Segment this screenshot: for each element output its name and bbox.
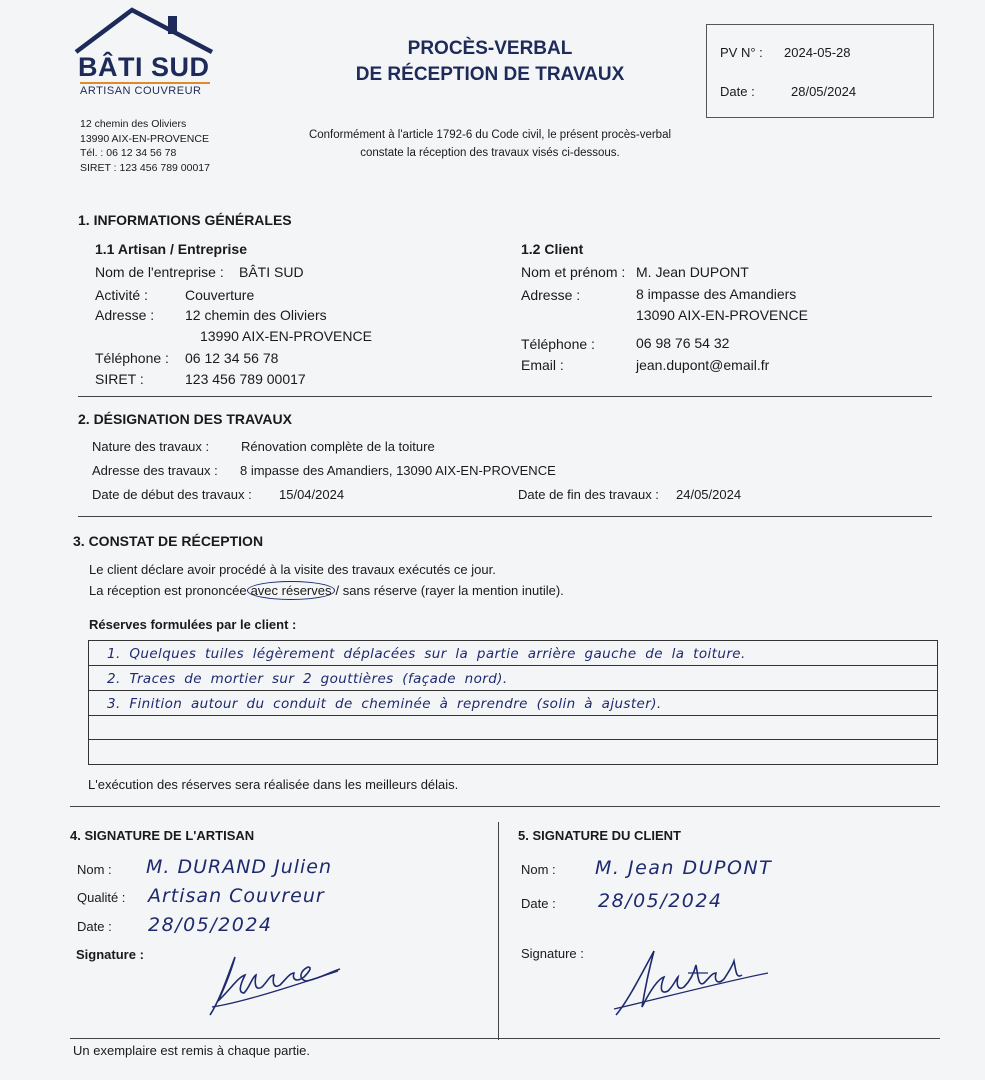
artisan-address-label: Adresse : [95, 307, 155, 323]
logo-divider [80, 82, 210, 84]
reserve-text: 2. Traces de mortier sur 2 gouttières (façade nord). [107, 671, 508, 687]
intro-line1: Conformément à l'article 1792-6 du Code civil, le présent procès-verbal [308, 129, 672, 141]
artisan-activity-value: Couverture [185, 287, 255, 303]
section2-divider [78, 516, 932, 517]
pv-number-label: PV N° : [720, 45, 763, 60]
pv-number-box [706, 24, 934, 118]
reserves-footer: L'exécution des réserves sera réalisée dans les meilleurs délais. [88, 777, 459, 792]
reserve-text: 1. Quelques tuiles légèrement déplacées sur la partie arrière gauche de la toiture. [107, 646, 746, 662]
section1-title: 1. INFORMATIONS GÉNÉRALES [78, 212, 292, 228]
company-siret: SIRET : 123 456 789 00017 [80, 162, 210, 174]
client-address-line2: 13090 AIX-EN-PROVENCE [636, 307, 808, 323]
artisan-name-label: Nom de l'entreprise : [95, 264, 224, 280]
pv-date-label: Date : [720, 84, 755, 99]
artisan-date-value: 28/05/2024 [148, 914, 273, 936]
section1-divider [78, 396, 932, 397]
section5-title: 5. SIGNATURE DU CLIENT [518, 828, 681, 843]
reserve-text: 3. Finition autour du conduit de cheminée à reprendre (solin à ajuster). [107, 696, 662, 712]
artisan-siret-value: 123 456 789 00017 [185, 371, 306, 387]
client-email-value: jean.dupont@email.fr [636, 357, 770, 373]
reception-circled-option: avec réserves [247, 581, 336, 600]
client-name-label: Nom et prénom : [521, 264, 626, 280]
client-phone-label: Téléphone : [521, 336, 595, 352]
client-email-label: Email : [521, 357, 564, 373]
company-address-line2: 13990 AIX-EN-PROVENCE [80, 133, 209, 145]
pv-date-value: 28/05/2024 [791, 84, 857, 99]
pv-number-value: 2024-05-28 [784, 45, 851, 60]
artisan-name-value: BÂTI SUD [239, 264, 304, 280]
artisan-activity-label: Activité : [95, 287, 148, 303]
company-tagline: ARTISAN COUVREUR [80, 85, 202, 97]
section4-title: 4. SIGNATURE DE L'ARTISAN [70, 828, 255, 843]
house-roof-logo-icon [72, 6, 217, 58]
works-nature-label: Nature des travaux : [92, 439, 210, 454]
artisan-phone-value: 06 12 34 56 78 [185, 350, 279, 366]
artisan-quality-label: Qualité : [77, 890, 126, 905]
section2-title: 2. DÉSIGNATION DES TRAVAUX [78, 411, 292, 427]
client-address-line1: 8 impasse des Amandiers [636, 286, 797, 302]
client-sign-date-label: Date : [521, 896, 556, 911]
artisan-address-line1: 12 chemin des Oliviers [185, 307, 327, 323]
document-title-line2: DE RÉCEPTION DE TRAVAUX [355, 64, 625, 85]
client-address-label: Adresse : [521, 287, 581, 303]
client-name-value: M. Jean DUPONT [636, 264, 749, 280]
client-sign-name-label: Nom : [521, 862, 556, 877]
reserves-row [89, 691, 937, 716]
artisan-signature-label: Signature : [76, 947, 144, 962]
client-handwritten-signature [608, 943, 773, 1023]
works-address-value: 8 impasse des Amandiers, 13090 AIX-EN-PROVENCE [240, 463, 556, 478]
artisan-date-label: Date : [77, 919, 112, 934]
company-address-line1: 12 chemin des Oliviers [80, 118, 187, 130]
intro-line2: constate la réception des travaux visés ci-dessous. [360, 147, 620, 159]
reserves-table [88, 640, 938, 765]
reception-statement-line1: Le client déclare avoir procédé à la visite des travaux exécutés ce jour. [89, 562, 496, 577]
company-phone: Tél. : 06 12 34 56 78 [80, 147, 177, 159]
reserves-heading: Réserves formulées par le client : [89, 617, 297, 632]
document-title-line1: PROCÈS-VERBAL [407, 38, 573, 59]
works-start-value: 15/04/2024 [279, 487, 345, 502]
reserves-row [89, 716, 937, 740]
signature-column-divider [498, 822, 499, 1040]
section3-title: 3. CONSTAT DE RÉCEPTION [73, 533, 264, 549]
works-nature-value: Rénovation complète de la toiture [241, 439, 435, 454]
reserves-row [89, 740, 937, 763]
works-end-value: 24/05/2024 [676, 487, 742, 502]
artisan-quality-value: Artisan Couvreur [148, 885, 325, 907]
reserves-row [89, 666, 937, 691]
client-signature-label: Signature : [521, 946, 584, 961]
works-start-label: Date de début des travaux : [92, 487, 252, 502]
reception-statement-line2 [89, 583, 564, 598]
works-address-label: Adresse des travaux : [92, 463, 218, 478]
footer-note: Un exemplaire est remis à chaque partie. [73, 1043, 311, 1058]
client-heading: 1.2 Client [521, 241, 584, 257]
client-sign-name-value: M. Jean DUPONT [595, 857, 773, 879]
footer-divider [70, 1038, 940, 1039]
artisan-address-line2: 13990 AIX-EN-PROVENCE [200, 328, 372, 344]
section3-divider [70, 806, 940, 807]
reception-prefix: La réception est prononcée [89, 583, 247, 598]
reception-suffix: / sans réserve (rayer la mention inutile). [335, 583, 564, 598]
client-sign-date-value: 28/05/2024 [598, 890, 723, 912]
artisan-sign-name-value: M. DURAND Julien [146, 856, 333, 878]
artisan-sign-name-label: Nom : [77, 862, 112, 877]
works-end-label: Date de fin des travaux : [518, 487, 659, 502]
company-logo-name: BÂTI SUD [78, 52, 210, 82]
artisan-handwritten-signature [200, 945, 350, 1025]
reserves-row [89, 641, 937, 666]
artisan-phone-label: Téléphone : [95, 350, 169, 366]
client-phone-value: 06 98 76 54 32 [636, 335, 730, 351]
artisan-siret-label: SIRET : [95, 371, 144, 387]
artisan-heading: 1.1 Artisan / Entreprise [95, 241, 247, 257]
